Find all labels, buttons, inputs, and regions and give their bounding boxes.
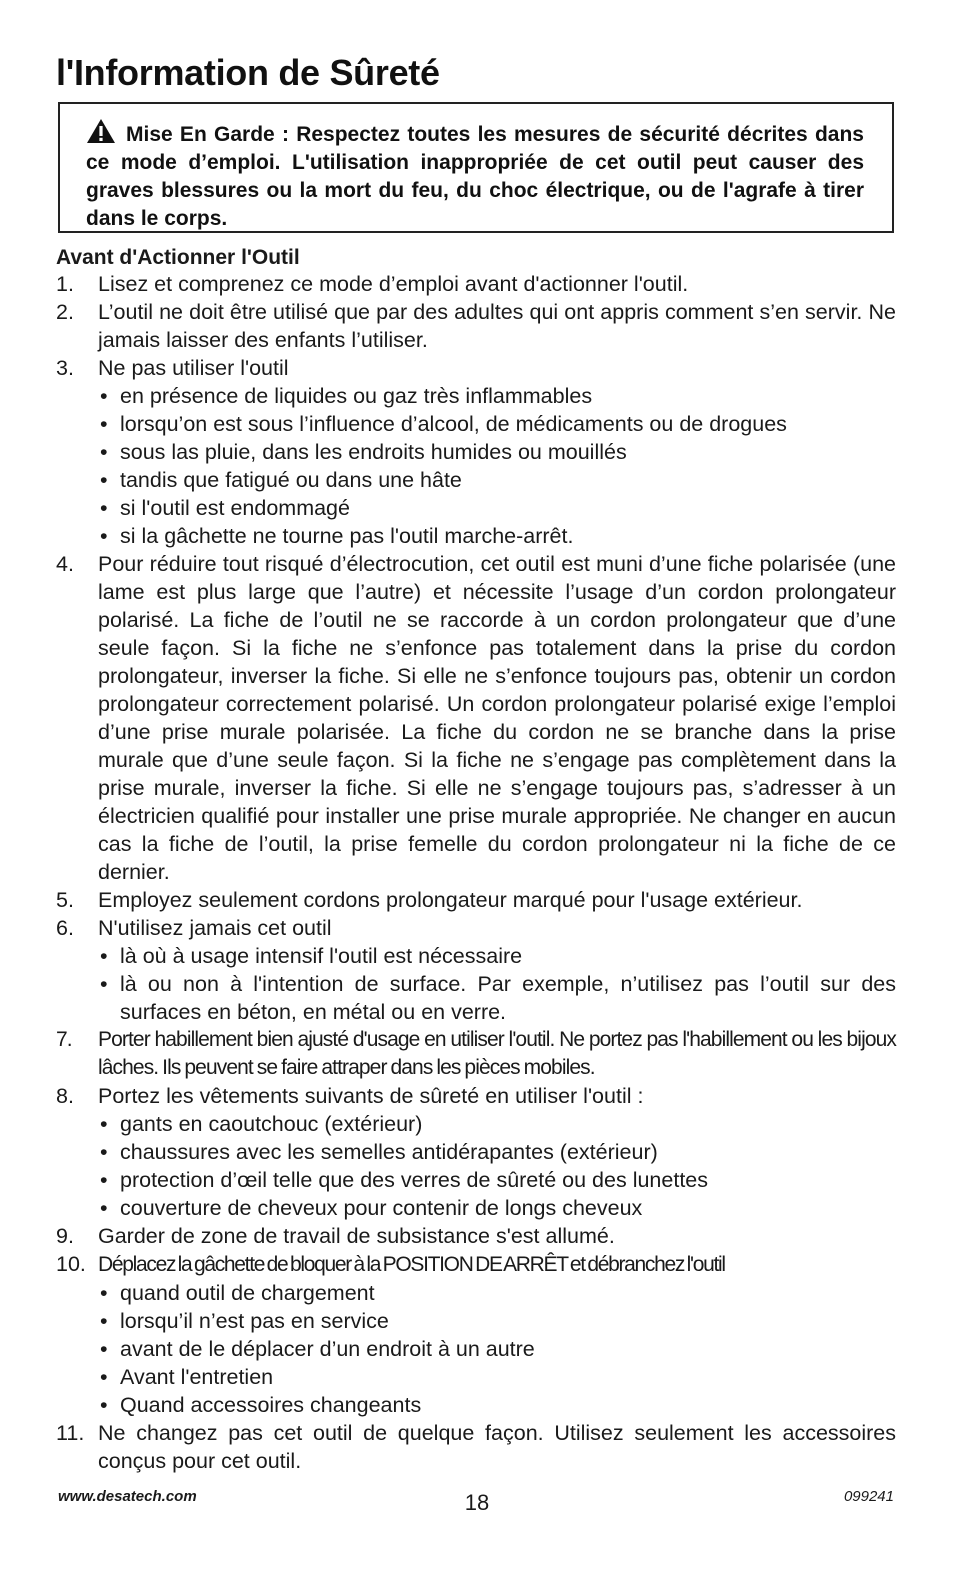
item-number: 5. bbox=[56, 888, 74, 912]
bullet-item: • là où à usage intensif l'outil est nécessaire bbox=[98, 942, 896, 970]
bullet-item: • avant de le déplacer d’un endroit à un autre bbox=[98, 1335, 896, 1363]
item-number: 1. bbox=[56, 272, 74, 296]
list-item bbox=[56, 354, 896, 550]
bullet-list bbox=[98, 1110, 896, 1222]
item-text: Porter habillement bien ajusté d'usage en utiliser l'outil. Ne portez pas l'habillement ou les bijoux lâches. Ils peuvent se faire attraper dans les pièces mobiles. bbox=[98, 1028, 896, 1079]
bullet-item: • si la gâchette ne tourne pas l'outil marche-arrêt. bbox=[98, 522, 896, 550]
bullet-list bbox=[98, 1279, 896, 1419]
safety-list bbox=[56, 270, 896, 1475]
page-number: 18 bbox=[464, 1490, 490, 1515]
bullet-item: • sous las pluie, dans les endroits humides ou mouillés bbox=[98, 438, 896, 466]
warning-box bbox=[58, 102, 894, 233]
item-text: Portez les vêtements suivants de sûreté en utiliser l'outil : bbox=[98, 1084, 644, 1108]
item-number: 11. bbox=[56, 1421, 85, 1445]
item-text: Déplacez la gâchette de bloquer à la POSITION DE ARRÊT et débranchez l'outil bbox=[98, 1253, 725, 1276]
item-text: N'utilisez jamais cet outil bbox=[98, 916, 332, 940]
item-number: 3. bbox=[56, 356, 74, 380]
list-item bbox=[56, 886, 896, 914]
item-text: Lisez et comprenez ce mode d’emploi avant d'actionner l'outil. bbox=[98, 272, 689, 296]
bullet-item: • Quand accessoires changeants bbox=[98, 1391, 896, 1419]
bullet-item: • lorsqu’il n’est pas en service bbox=[98, 1307, 896, 1335]
bullet-item: • là ou non à l'intention de surface. Par exemple, n’utilisez pas l’outil sur des surfaces en béton, en métal ou en verre. bbox=[98, 970, 896, 1026]
bullet-list bbox=[98, 382, 896, 550]
list-item bbox=[56, 1419, 896, 1475]
list-item bbox=[56, 270, 896, 298]
warning-triangle-icon bbox=[86, 118, 116, 144]
item-text: Pour réduire tout risqué d’électrocution, cet outil est muni d’une fiche polarisée (une lame est plus large que l’autre) et nécessite l’usage d’un cordon prolongateur polarisé. La fiche de l’outil ne se raccorde à un cordon prolongateur que d’une seule façon. Si la fiche ne s’enfonce pas totalement dans la prise du cordon prolongateur, inverser la fiche. Si elle ne s’enfonce toujours pas, obtenir un cordon prolongateur correctement polarisé. Un cordon prolongateur polarisé exige l’emploi d’une prise murale polarisée. La fiche du cordon ne se branche dans la prise murale que d’une seule façon. Si la fiche ne s’engage pas complètement dans la prise murale, inverser la fiche. Si elle ne s’engage toujours pas, s’adresser à un électricien qualifié pour installer une prise murale appropriée. Ne changer en aucun cas la fiche de l’outil, la prise femelle du cordon prolongateur ni la fiche de ce dernier. bbox=[98, 552, 896, 884]
bullet-item: • quand outil de chargement bbox=[98, 1279, 896, 1307]
bullet-item: • protection d’œil telle que des verres de sûreté ou des lunettes bbox=[98, 1166, 896, 1194]
bullet-item: • tandis que fatigué ou dans une hâte bbox=[98, 466, 896, 494]
bullet-item: • gants en caoutchouc (extérieur) bbox=[98, 1110, 896, 1138]
item-number: 7. bbox=[56, 1028, 72, 1051]
bullet-item: • chaussures avec les semelles antidérapantes (extérieur) bbox=[98, 1138, 896, 1166]
warning-text: Mise En Garde : Respectez toutes les mesures de sécurité décrites dans ce mode d’emploi. L'utilisation inappropriée de cet outil peut causer des graves blessures ou la mort du feu, du choc électrique, ou de l'agrafe à tirer dans le corps. bbox=[86, 123, 864, 230]
item-text: Ne changez pas cet outil de quelque façon. Utilisez seulement les accessoires conçus pour cet outil. bbox=[98, 1421, 896, 1473]
bullet-list bbox=[98, 942, 896, 1026]
bullet-item: • si l'outil est endommagé bbox=[98, 494, 896, 522]
page-title: l'Information de Sûreté bbox=[56, 52, 440, 93]
bullet-item: • couverture de cheveux pour contenir de longs cheveux bbox=[98, 1194, 896, 1222]
item-number: 9. bbox=[56, 1224, 74, 1248]
list-item bbox=[56, 550, 896, 886]
item-number: 8. bbox=[56, 1084, 74, 1108]
item-text: Employez seulement cordons prolongateur marqué pour l'usage extérieur. bbox=[98, 888, 803, 912]
item-number: 4. bbox=[56, 552, 74, 576]
section-heading: Avant d'Actionner l'Outil bbox=[56, 246, 300, 269]
footer-url: www.desatech.com bbox=[58, 1488, 197, 1505]
list-item bbox=[56, 298, 896, 354]
list-item bbox=[56, 1222, 896, 1250]
item-number: 6. bbox=[56, 916, 74, 940]
list-item bbox=[56, 1082, 896, 1222]
item-text: Garder de zone de travail de subsistance s'est allumé. bbox=[98, 1224, 615, 1248]
item-number: 2. bbox=[56, 300, 74, 324]
item-text: L’outil ne doit être utilisé que par des adultes qui ont appris comment s’en servir. Ne jamais laisser des enfants l’utiliser. bbox=[98, 300, 896, 352]
bullet-item: • en présence de liquides ou gaz très inflammables bbox=[98, 382, 896, 410]
document-code: 099241 bbox=[843, 1488, 894, 1505]
bullet-item: • Avant l'entretien bbox=[98, 1363, 896, 1391]
list-item bbox=[56, 1026, 896, 1082]
list-item bbox=[56, 1250, 896, 1419]
item-number: 10. bbox=[56, 1252, 86, 1276]
bullet-item: • lorsqu’on est sous l’influence d’alcool, de médicaments ou de drogues bbox=[98, 410, 896, 438]
item-text: Ne pas utiliser l'outil bbox=[98, 356, 289, 380]
list-item bbox=[56, 914, 896, 1026]
